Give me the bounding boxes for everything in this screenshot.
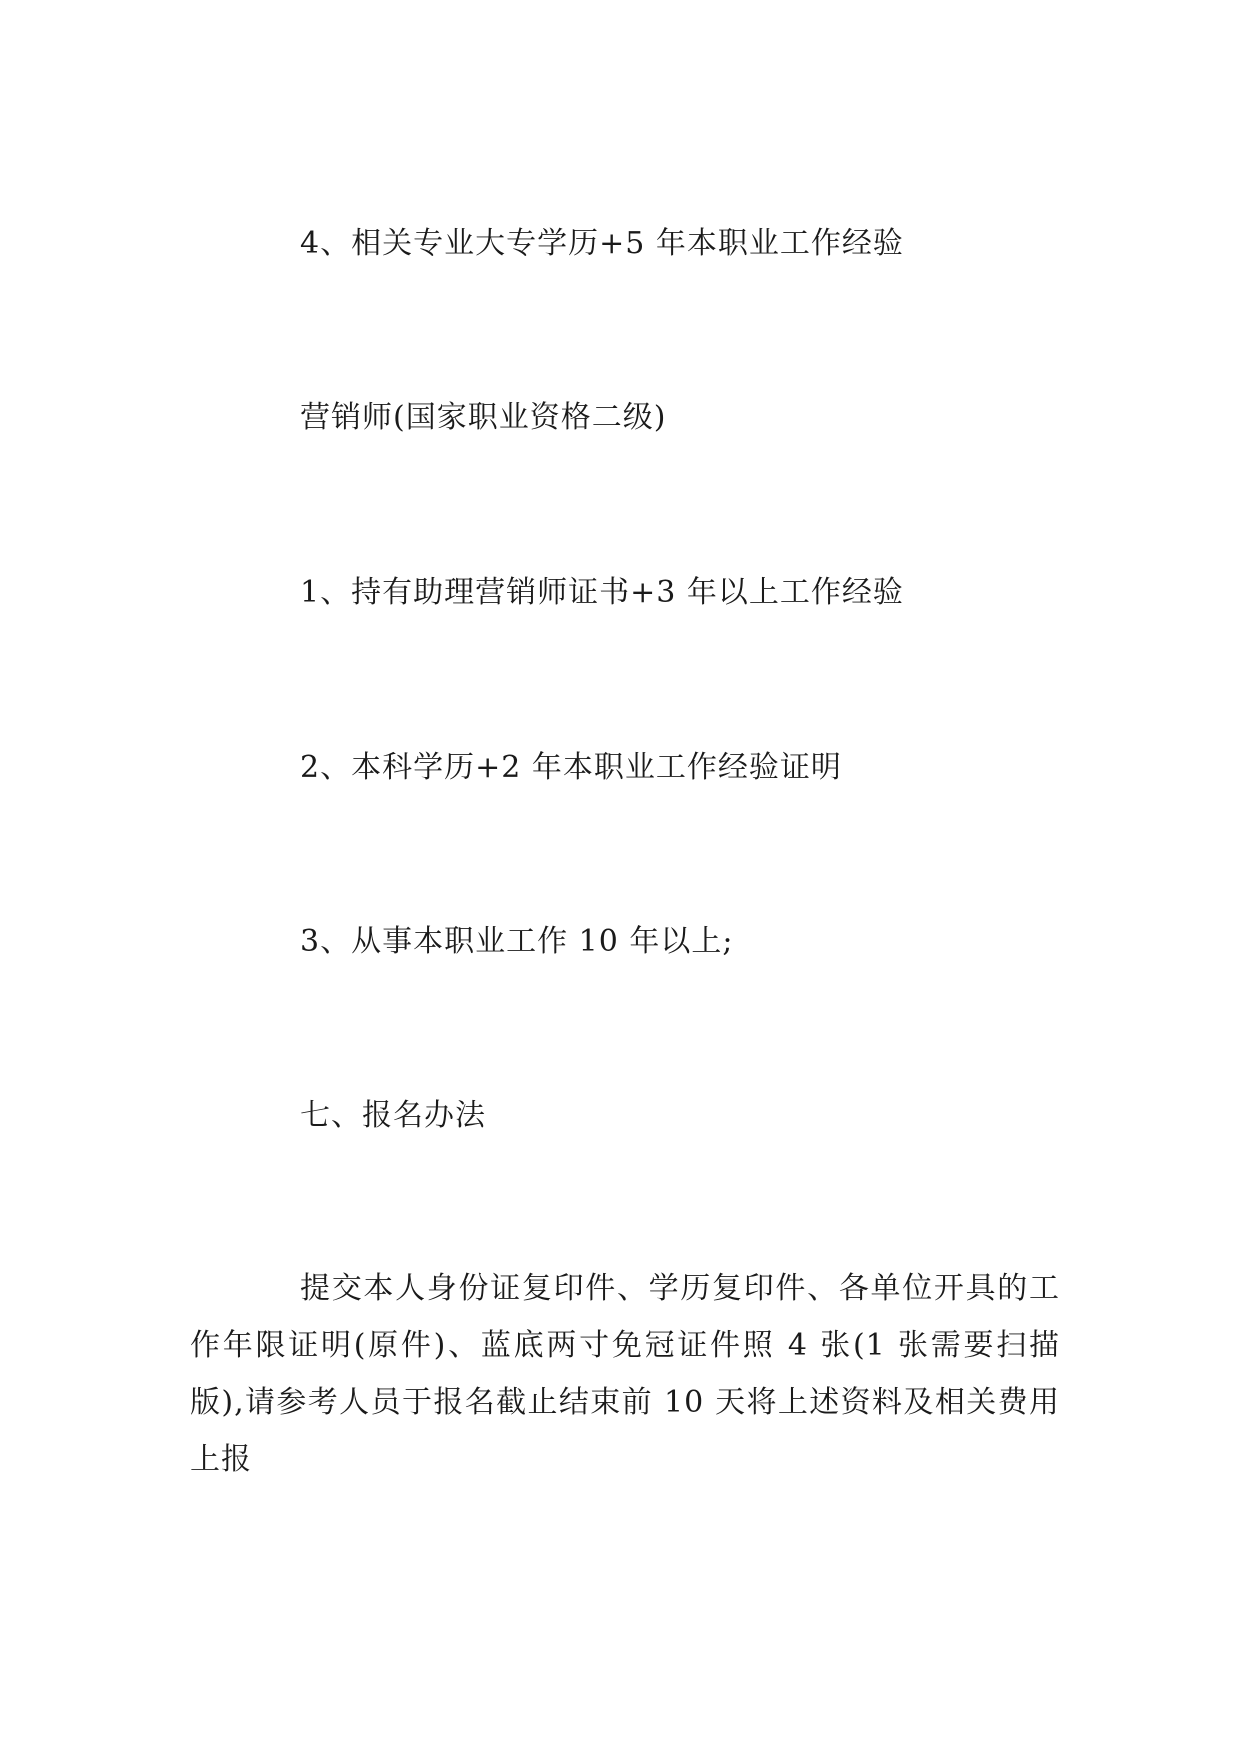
requirement-line-2: 2、本科学历+2 年本职业工作经验证明 bbox=[300, 750, 842, 785]
requirement-line-4: 4、相关专业大专学历+5 年本职业工作经验 bbox=[300, 226, 904, 261]
registration-paragraph: 提交本人身份证复印件、学历复印件、各单位开具的工作年限证明(原件)、蓝底两寸免冠证件照 4 张(1 张需要扫描版),请参考人员于报名截止结束前 10 天将上述资料及相关费用上报 bbox=[190, 1271, 1060, 1477]
requirement-line-1: 1、持有助理营销师证书+3 年以上工作经验 bbox=[300, 575, 904, 610]
requirement-line-3: 3、从事本职业工作 10 年以上; bbox=[300, 924, 734, 959]
section-heading-registration: 七、报名办法 bbox=[300, 1098, 486, 1133]
section-heading-marketer-level-2: 营销师(国家职业资格二级) bbox=[300, 400, 667, 435]
